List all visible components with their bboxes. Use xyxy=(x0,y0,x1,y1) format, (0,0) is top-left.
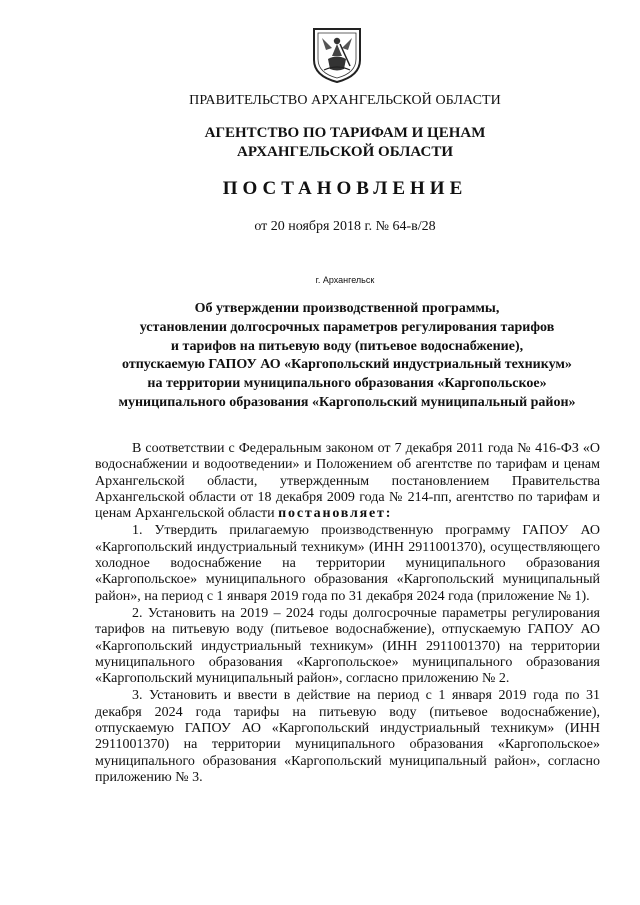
government-name: ПРАВИТЕЛЬСТВО АРХАНГЕЛЬСКОЙ ОБЛАСТИ xyxy=(189,93,501,108)
document-body xyxy=(95,441,600,787)
subject-line: на территории муниципального образования «Каргопольское» xyxy=(147,376,547,392)
agency-name-line1: АГЕНТСТВО ПО ТАРИФАМ И ЦЕНАМ xyxy=(204,125,486,141)
resolves-word: постановляет: xyxy=(278,506,393,522)
intro-paragraph xyxy=(95,441,600,522)
intro-text: В соответствии с Федеральным законом от 7 декабря 2011 года № 416-ФЗ «О водоснабжении и водоотведении» и Положением об агентстве по тарифам и ценам Архангельской области, утвержденным постановлением Правительства Архангельской области от 18 декабря 2009 года № 214-пп, агентство по тарифам и ценам Архангельской области xyxy=(95,441,600,522)
item-2: 2. Установить на 2019 – 2024 годы долгосрочные параметры регулирования тарифов на питьевую воду (питьевое водоснабжение), отпускаемую ГАПОУ АО «Каргопольский индустриальный техникум» (ИНН 2911001370) на территории муниципального образования «Каргопольское» муниципального образования «Каргопольский муниципальный район», согласно приложению № 2. xyxy=(95,605,600,687)
item-3: 3. Установить и ввести в действие на период с 1 января 2019 года по 31 декабря 2024 года тарифы на питьевую воду (питьевое водоснабжение), отпускаемую ГАПОУ АО «Каргопольский индустриальный техникум» (ИНН 2911001370) на территории муниципального образования «Каргопольское» муниципального образования «Каргопольский муниципальный район», согласно приложению № 3. xyxy=(95,688,600,785)
city: г. Архангельск xyxy=(315,275,375,285)
agency-name xyxy=(0,124,640,162)
item-1: 1. Утвердить прилагаемую производственную программу ГАПОУ АО «Каргопольский индустриальный техникум» (ИНН 2911001370), осуществляющего холодное водоснабжение на территории муниципального образования «Каргопольское» муниципального образования «Каргопольский муниципальный район», на период с 1 января 2019 года по 31 декабря 2024 года (приложение № 1). xyxy=(95,523,600,604)
agency-name-line2: АРХАНГЕЛЬСКОЙ ОБЛАСТИ xyxy=(237,144,453,160)
coat-of-arms-icon xyxy=(310,26,364,84)
date-number: от 20 ноября 2018 г. № 64-в/28 xyxy=(254,219,436,234)
subject-line: Об утверждении производственной программы, xyxy=(194,301,500,316)
document-subject xyxy=(0,300,640,413)
subject-line: муниципального образования «Каргопольский муниципальный район» xyxy=(118,394,576,410)
subject-line: и тарифов на питьевую воду (питьевое водоснабжение), xyxy=(170,338,524,354)
subject-line: отпускаемую ГАПОУ АО «Каргопольский индустриальный техникум» xyxy=(122,357,572,373)
subject-line: установлении долгосрочных параметров регулирования тарифов xyxy=(139,319,555,335)
document-type: ПОСТАНОВЛЕНИЕ xyxy=(222,178,468,199)
